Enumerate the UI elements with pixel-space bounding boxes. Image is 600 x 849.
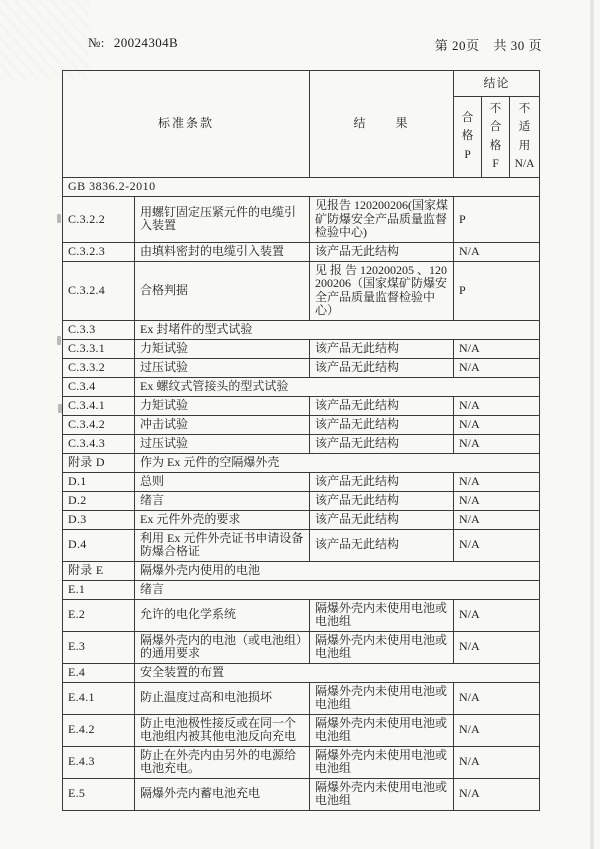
na-header-text: 不 适 用 N/A [514,102,535,170]
table-row [63,261,540,320]
item-cell: 隔爆外壳内的电池（或电池组）的通用要求 [135,631,310,663]
table-row [63,472,540,491]
table-row [63,746,540,778]
result-cell: 该产品无此结构 [310,510,454,529]
verdict-cell: N/A [454,714,540,746]
clause-cell: D.4 [63,529,135,561]
pass-column-header [454,97,482,178]
na-column-header [510,97,540,178]
verdict-cell: N/A [454,396,540,415]
clause-cell: D.2 [63,491,135,510]
table-row [63,529,540,561]
item-cell: 过压试验 [135,358,310,377]
result-cell: 该产品无此结构 [310,491,454,510]
result-cell: 见 报 告 120200205 、120200206（国家煤矿防爆安全产品质量监督检验中心） [310,261,454,320]
result-cell: 该产品无此结构 [310,434,454,453]
clause-cell: D.1 [63,472,135,491]
clause-cell: 附录 E [63,561,135,580]
table-row [63,415,540,434]
result-cell: 隔爆外壳内未使用电池或电池组 [310,778,454,810]
result-cell: 该产品无此结构 [310,529,454,561]
item-cell: 防止在外壳内由另外的电源给电池充电。 [135,746,310,778]
page-total: 共 30 页 [493,38,542,53]
item-cell: Ex 元件外壳的要求 [135,510,310,529]
table-row [63,778,540,810]
table-row [63,663,540,682]
clause-cell: D.3 [63,510,135,529]
page-current: 第 20页 [434,38,480,53]
verdict-cell: N/A [454,415,540,434]
result-cell: 隔爆外壳内未使用电池或电池组 [310,599,454,631]
item-cell: 绪言 [135,491,310,510]
item-cell: 利用 Ex 元件外壳证书申请设备防爆合格证 [135,529,310,561]
table-row [63,377,540,396]
clause-cell: C.3.2.4 [63,261,135,320]
verdict-cell: N/A [454,510,540,529]
item-cell: Ex 螺纹式管接头的型式试验 [135,377,540,396]
page-number-info [435,35,542,54]
document-number-value: 20024304B [113,35,179,50]
table-row [63,631,540,663]
verdict-cell: P [454,197,540,243]
clause-cell: C.3.3.1 [63,339,135,358]
clause-cell: E.1 [63,580,135,599]
table-row [63,320,540,339]
table-body [63,178,540,811]
clause-cell: C.3.4.2 [63,415,135,434]
result-cell: 该产品无此结构 [310,339,454,358]
table-row [63,599,540,631]
fail-header-text: 不 合 格 F [489,102,502,170]
item-cell: 力矩试验 [135,339,310,358]
clause-cell: E.4 [63,663,135,682]
item-cell: 力矩试验 [135,396,310,415]
clause-cell: E.4.2 [63,714,135,746]
result-cell: 隔爆外壳内未使用电池或电池组 [310,682,454,714]
verdict-cell: N/A [454,242,540,261]
clause-column-header: 标准条款 [63,71,310,178]
item-cell: 过压试验 [135,434,310,453]
clause-cell: C.3.3 [63,320,135,339]
item-cell: 用螺钉固定压紧元件的电缆引入装置 [135,197,310,243]
fail-column-header [482,97,510,178]
item-cell: 允许的电化学系统 [135,599,310,631]
verdict-cell: N/A [454,472,540,491]
test-report-table [62,70,540,811]
verdict-cell: N/A [454,339,540,358]
item-cell: 隔爆外壳内使用的电池 [135,561,540,580]
verdict-cell: N/A [454,746,540,778]
result-cell: 见报告 120200206(国家煤矿防爆安全产品质量监督检验中心) [310,197,454,243]
result-cell: 该产品无此结构 [310,358,454,377]
table-row [63,358,540,377]
table-row [63,510,540,529]
standard-section-row [63,178,540,197]
scan-artifact [590,0,594,849]
clause-cell: C.3.2.3 [63,242,135,261]
scan-artifact [57,336,61,345]
item-cell: 防止温度过高和电池损坏 [135,682,310,714]
result-cell: 该产品无此结构 [310,472,454,491]
scan-artifact [57,214,61,223]
table-row [63,434,540,453]
table-row [63,242,540,261]
table-row [63,491,540,510]
clause-cell: E.4.3 [63,746,135,778]
verdict-cell: N/A [454,434,540,453]
item-cell: 防止电池极性接反或在同一个电池组内被其他电池反向充电 [135,714,310,746]
verdict-cell: N/A [454,631,540,663]
document-number-label: №: [88,35,105,50]
verdict-cell: N/A [454,599,540,631]
clause-cell: C.3.2.2 [63,197,135,243]
clause-cell: C.3.4.3 [63,434,135,453]
table-row [63,682,540,714]
table-header [63,71,540,178]
clause-cell: 附录 D [63,453,135,472]
result-cell: 隔爆外壳内未使用电池或电池组 [310,746,454,778]
verdict-cell: N/A [454,778,540,810]
table-row [63,561,540,580]
result-cell: 隔爆外壳内未使用电池或电池组 [310,714,454,746]
clause-cell: C.3.4.1 [63,396,135,415]
standard-section-label: GB 3836.2-2010 [63,178,540,197]
document-number [88,35,178,51]
item-cell: 绪言 [135,580,540,599]
table-row [63,453,540,472]
item-cell: 冲击试验 [135,415,310,434]
verdict-cell: N/A [454,491,540,510]
clause-cell: E.5 [63,778,135,810]
item-cell: 总则 [135,472,310,491]
result-cell: 该产品无此结构 [310,396,454,415]
clause-cell: E.3 [63,631,135,663]
table-row [63,580,540,599]
result-cell: 该产品无此结构 [310,242,454,261]
verdict-cell: N/A [454,529,540,561]
item-cell: 隔爆外壳内蓄电池充电 [135,778,310,810]
result-column-header: 结 果 [310,71,454,178]
item-cell: 合格判据 [135,261,310,320]
pass-header-text: 合 格 P [461,111,474,161]
verdict-cell: N/A [454,682,540,714]
verdict-cell: P [454,261,540,320]
item-cell: 作为 Ex 元件的空隔爆外壳 [135,453,540,472]
item-cell: Ex 封堵件的型式试验 [135,320,540,339]
conclusion-column-header: 结论 [454,71,540,97]
clause-cell: C.3.3.2 [63,358,135,377]
table-row [63,396,540,415]
table-row [63,339,540,358]
clause-cell: C.3.4 [63,377,135,396]
result-cell: 该产品无此结构 [310,415,454,434]
clause-cell: E.2 [63,599,135,631]
item-cell: 由填料密封的电缆引入装置 [135,242,310,261]
table-row [63,197,540,243]
item-cell: 安全装置的布置 [135,663,540,682]
verdict-cell: N/A [454,358,540,377]
scan-artifact [0,0,90,80]
clause-cell: E.4.1 [63,682,135,714]
table-row [63,714,540,746]
result-cell: 隔爆外壳内未使用电池或电池组 [310,631,454,663]
